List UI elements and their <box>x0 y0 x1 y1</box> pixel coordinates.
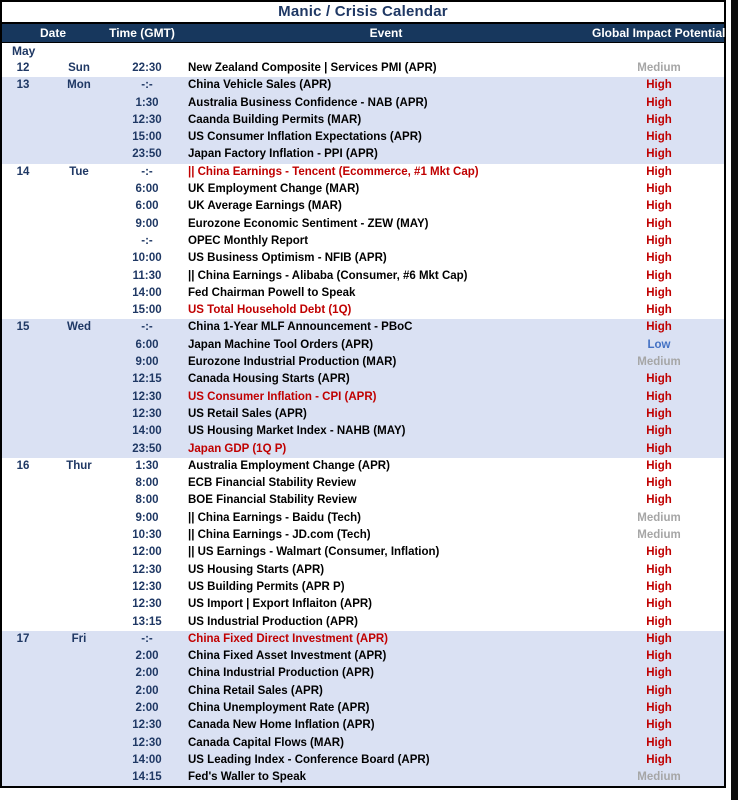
impact-cell: High <box>646 494 672 507</box>
event-cell: Fed's Waller to Speak <box>188 771 306 784</box>
column-header-impact: Global Impact Potential <box>592 26 726 40</box>
event-cell: China Fixed Direct Investment (APR) <box>188 632 389 645</box>
time-cell: -:- <box>141 165 153 178</box>
table-row <box>2 700 724 717</box>
date-cell <box>2 285 44 302</box>
impact-cell: High <box>646 286 672 299</box>
impact-cell: High <box>646 234 672 247</box>
day-cell <box>44 302 114 319</box>
impact-cell: High <box>646 390 672 403</box>
day-cell <box>44 544 114 561</box>
time-cell: 6:00 <box>135 338 159 351</box>
time-cell: 14:00 <box>132 425 162 438</box>
time-cell: 2:00 <box>135 650 159 663</box>
impact-cell: High <box>646 615 672 628</box>
impact-cell: High <box>646 632 672 645</box>
table-row <box>2 112 724 129</box>
time-cell: 12:15 <box>132 373 162 386</box>
table-row <box>2 146 724 163</box>
event-cell: || US Earnings - Walmart (Consumer, Inflation) <box>188 546 440 559</box>
table-row <box>2 458 724 475</box>
impact-cell: Medium <box>637 356 681 369</box>
time-cell: 15:00 <box>132 304 162 317</box>
date-cell <box>2 216 44 233</box>
table-row <box>2 285 724 302</box>
day-cell <box>44 441 114 458</box>
event-cell: OPEC Monthly Report <box>188 234 309 247</box>
date-cell <box>2 665 44 682</box>
table-row <box>2 337 724 354</box>
day-cell: Mon <box>67 79 91 92</box>
table-row <box>2 250 724 267</box>
table-row <box>2 216 724 233</box>
impact-cell: High <box>646 304 672 317</box>
impact-cell: High <box>646 650 672 663</box>
day-cell <box>44 250 114 267</box>
date-cell: 13 <box>16 79 30 92</box>
impact-cell: High <box>646 667 672 680</box>
event-cell: US Leading Index - Conference Board (APR) <box>188 753 430 766</box>
table-row <box>2 77 724 94</box>
event-cell: US Consumer Inflation Expectations (APR) <box>188 131 422 144</box>
time-cell: 14:00 <box>132 753 162 766</box>
time-cell: 6:00 <box>135 183 159 196</box>
day-cell <box>44 389 114 406</box>
day-cell <box>44 614 114 631</box>
event-cell: US Business Optimism - NFIB (APR) <box>188 252 387 265</box>
time-cell: 2:00 <box>135 684 159 697</box>
time-cell: 12:30 <box>132 407 162 420</box>
date-cell <box>2 268 44 285</box>
event-cell: || China Earnings - JD.com (Tech) <box>188 529 371 542</box>
event-cell: Caanda Building Permits (MAR) <box>188 113 362 126</box>
day-cell <box>44 112 114 129</box>
time-cell: 10:30 <box>132 529 162 542</box>
event-cell: US Retail Sales (APR) <box>188 407 307 420</box>
day-cell: Sun <box>68 62 90 74</box>
day-cell <box>44 596 114 613</box>
date-cell <box>2 181 44 198</box>
time-cell: 14:00 <box>132 286 162 299</box>
date-cell <box>2 354 44 371</box>
table-row <box>2 302 724 319</box>
day-cell <box>44 665 114 682</box>
table-row <box>2 665 724 682</box>
event-rows <box>2 60 724 786</box>
impact-cell: High <box>646 701 672 714</box>
date-cell <box>2 250 44 267</box>
day-cell <box>44 371 114 388</box>
event-cell: China Unemployment Rate (APR) <box>188 701 370 714</box>
table-row <box>2 631 724 648</box>
day-cell <box>44 700 114 717</box>
day-cell <box>44 579 114 596</box>
date-cell <box>2 423 44 440</box>
event-cell: US Import | Export Inflaiton (APR) <box>188 598 373 611</box>
event-cell: China Industrial Production (APR) <box>188 667 374 680</box>
day-cell <box>44 216 114 233</box>
impact-cell: High <box>646 407 672 420</box>
event-cell: US Total Household Debt (1Q) <box>188 304 352 317</box>
impact-cell: High <box>646 373 672 386</box>
day-cell <box>44 337 114 354</box>
day-cell <box>44 129 114 146</box>
day-cell <box>44 752 114 769</box>
date-cell <box>2 614 44 631</box>
day-cell <box>44 198 114 215</box>
window-right-edge <box>731 0 738 800</box>
impact-cell: Medium <box>637 62 681 74</box>
table-row <box>2 475 724 492</box>
time-cell: 23:50 <box>132 148 162 161</box>
day-cell <box>44 510 114 527</box>
impact-cell: High <box>646 131 672 144</box>
time-cell: 2:00 <box>135 701 159 714</box>
impact-cell: High <box>646 183 672 196</box>
column-header-time: Time (GMT) <box>109 26 175 40</box>
impact-cell: High <box>646 217 672 230</box>
time-cell: 11:30 <box>132 269 162 282</box>
event-cell: Canada New Home Inflation (APR) <box>188 719 375 732</box>
time-cell: 12:30 <box>132 719 162 732</box>
day-cell: Tue <box>69 165 89 178</box>
event-cell: Eurozone Industrial Production (MAR) <box>188 356 397 369</box>
date-cell <box>2 544 44 561</box>
time-cell: 9:00 <box>135 356 159 369</box>
event-cell: Fed Chairman Powell to Speak <box>188 286 356 299</box>
table-row <box>2 389 724 406</box>
table-row <box>2 233 724 250</box>
date-cell <box>2 717 44 734</box>
table-row <box>2 614 724 631</box>
time-cell: 9:00 <box>135 217 159 230</box>
table-row <box>2 371 724 388</box>
table-row <box>2 319 724 336</box>
date-cell <box>2 683 44 700</box>
table-row <box>2 544 724 561</box>
time-cell: 15:00 <box>132 131 162 144</box>
event-cell: Canada Capital Flows (MAR) <box>188 736 344 749</box>
impact-cell: High <box>646 546 672 559</box>
impact-cell: High <box>646 598 672 611</box>
table-row <box>2 562 724 579</box>
time-cell: -:- <box>141 321 153 334</box>
date-cell <box>2 146 44 163</box>
table-row <box>2 769 724 786</box>
date-cell: 12 <box>16 62 30 74</box>
impact-cell: High <box>646 425 672 438</box>
date-cell <box>2 441 44 458</box>
day-cell <box>44 268 114 285</box>
table-row <box>2 95 724 112</box>
table-row <box>2 423 724 440</box>
table-row <box>2 164 724 181</box>
event-cell: Australia Employment Change (APR) <box>188 459 390 472</box>
day-cell <box>44 562 114 579</box>
time-cell: 12:00 <box>132 546 162 559</box>
date-cell <box>2 492 44 509</box>
impact-cell: High <box>646 252 672 265</box>
impact-cell: High <box>646 442 672 455</box>
time-cell: 8:00 <box>135 494 159 507</box>
event-cell: ECB Financial Stability Review <box>188 477 357 490</box>
event-cell: US Consumer Inflation - CPI (APR) <box>188 390 377 403</box>
date-cell <box>2 371 44 388</box>
date-cell <box>2 562 44 579</box>
date-cell <box>2 337 44 354</box>
event-cell: UK Employment Change (MAR) <box>188 183 360 196</box>
event-cell: US Building Permits (APR P) <box>188 580 345 593</box>
event-cell: US Industrial Production (APR) <box>188 615 358 628</box>
impact-cell: High <box>646 580 672 593</box>
date-cell <box>2 735 44 752</box>
event-cell: Australia Business Confidence - NAB (APR) <box>188 96 428 109</box>
day-cell <box>44 527 114 544</box>
table-row <box>2 683 724 700</box>
impact-cell: High <box>646 753 672 766</box>
day-cell: Wed <box>66 321 92 334</box>
day-cell <box>44 285 114 302</box>
date-cell <box>2 579 44 596</box>
event-cell: China Retail Sales (APR) <box>188 684 323 697</box>
day-cell <box>44 354 114 371</box>
impact-cell: High <box>646 321 672 334</box>
time-cell: -:- <box>141 632 153 645</box>
date-cell <box>2 389 44 406</box>
event-cell: Canada Housing Starts (APR) <box>188 373 350 386</box>
event-cell: Japan Factory Inflation - PPI (APR) <box>188 148 378 161</box>
day-cell <box>44 717 114 734</box>
time-cell: 10:00 <box>132 252 162 265</box>
table-row <box>2 596 724 613</box>
page-title: Manic / Crisis Calendar <box>2 2 724 24</box>
table-row <box>2 181 724 198</box>
event-cell: China 1-Year MLF Announcement - PBoC <box>188 321 413 334</box>
table-row <box>2 60 724 77</box>
time-cell: 14:15 <box>132 771 162 784</box>
table-row <box>2 198 724 215</box>
table-row <box>2 492 724 509</box>
impact-cell: High <box>646 684 672 697</box>
event-cell: || China Earnings - Baidu (Tech) <box>188 511 361 524</box>
date-cell <box>2 475 44 492</box>
event-cell: UK Average Earnings (MAR) <box>188 200 342 213</box>
month-label: May <box>12 44 36 58</box>
table-header <box>2 24 724 43</box>
time-cell: 22:30 <box>132 62 162 74</box>
date-cell <box>2 700 44 717</box>
impact-cell: High <box>646 165 672 178</box>
event-cell: China Fixed Asset Investment (APR) <box>188 650 387 663</box>
date-cell <box>2 752 44 769</box>
day-cell <box>44 475 114 492</box>
event-cell: || China Earnings - Tencent (Ecommerce, #1 Mkt Cap) <box>188 165 479 178</box>
impact-cell: High <box>646 459 672 472</box>
table-row <box>2 354 724 371</box>
table-row <box>2 735 724 752</box>
date-cell <box>2 129 44 146</box>
day-cell <box>44 406 114 423</box>
impact-cell: Medium <box>637 771 681 784</box>
impact-cell: High <box>646 113 672 126</box>
table-row <box>2 752 724 769</box>
table-row <box>2 579 724 596</box>
table-row <box>2 510 724 527</box>
event-cell: New Zealand Composite | Services PMI (APR) <box>188 62 437 74</box>
table-row <box>2 717 724 734</box>
date-cell <box>2 527 44 544</box>
date-cell <box>2 95 44 112</box>
date-cell: 17 <box>16 632 30 645</box>
day-cell <box>44 95 114 112</box>
impact-cell: High <box>646 719 672 732</box>
event-cell: BOE Financial Stability Review <box>188 494 357 507</box>
impact-cell: High <box>646 736 672 749</box>
date-cell <box>2 648 44 665</box>
day-cell <box>44 146 114 163</box>
time-cell: -:- <box>141 234 153 247</box>
date-cell <box>2 769 44 786</box>
impact-cell: High <box>646 477 672 490</box>
event-cell: Japan Machine Tool Orders (APR) <box>188 338 374 351</box>
time-cell: 1:30 <box>135 96 159 109</box>
day-cell <box>44 181 114 198</box>
impact-cell: High <box>646 563 672 576</box>
time-cell: 1:30 <box>135 459 159 472</box>
event-cell: Japan GDP (1Q P) <box>188 442 287 455</box>
impact-cell: Low <box>647 338 671 351</box>
date-cell: 16 <box>16 459 30 472</box>
day-cell <box>44 492 114 509</box>
time-cell: 12:30 <box>132 736 162 749</box>
time-cell: 2:00 <box>135 667 159 680</box>
time-cell: 12:30 <box>132 598 162 611</box>
date-cell <box>2 510 44 527</box>
day-cell <box>44 233 114 250</box>
day-cell <box>44 769 114 786</box>
event-cell: China Vehicle Sales (APR) <box>188 79 332 92</box>
table-row <box>2 441 724 458</box>
time-cell: 12:30 <box>132 580 162 593</box>
event-cell: Eurozone Economic Sentiment - ZEW (MAY) <box>188 217 429 230</box>
date-cell: 14 <box>16 165 30 178</box>
date-cell <box>2 596 44 613</box>
date-cell <box>2 112 44 129</box>
column-header-event: Event <box>369 26 403 40</box>
date-cell <box>2 233 44 250</box>
impact-cell: High <box>646 269 672 282</box>
day-cell: Thur <box>66 459 92 472</box>
day-cell <box>44 423 114 440</box>
time-cell: 12:30 <box>132 563 162 576</box>
time-cell: 12:30 <box>132 390 162 403</box>
event-cell: US Housing Market Index - NAHB (MAY) <box>188 425 406 438</box>
day-cell: Fri <box>71 632 87 645</box>
impact-cell: High <box>646 79 672 92</box>
time-cell: 12:30 <box>132 113 162 126</box>
column-header-date: Date <box>39 26 66 40</box>
date-cell <box>2 302 44 319</box>
date-cell: 15 <box>16 321 30 334</box>
table-row <box>2 527 724 544</box>
date-cell <box>2 406 44 423</box>
day-cell <box>44 683 114 700</box>
table-row <box>2 648 724 665</box>
table-row <box>2 129 724 146</box>
day-cell <box>44 735 114 752</box>
time-cell: 6:00 <box>135 200 159 213</box>
impact-cell: High <box>646 148 672 161</box>
time-cell: -:- <box>141 79 153 92</box>
time-cell: 8:00 <box>135 477 159 490</box>
table-row <box>2 268 724 285</box>
time-cell: 23:50 <box>132 442 162 455</box>
impact-cell: Medium <box>637 529 681 542</box>
impact-cell: Medium <box>637 511 681 524</box>
time-cell: 13:15 <box>132 615 162 628</box>
event-cell: US Housing Starts (APR) <box>188 563 325 576</box>
event-cell: || China Earnings - Alibaba (Consumer, #6 Mkt Cap) <box>188 269 468 282</box>
date-cell <box>2 198 44 215</box>
table-row <box>2 406 724 423</box>
impact-cell: High <box>646 200 672 213</box>
day-cell <box>44 648 114 665</box>
time-cell: 9:00 <box>135 511 159 524</box>
impact-cell: High <box>646 96 672 109</box>
